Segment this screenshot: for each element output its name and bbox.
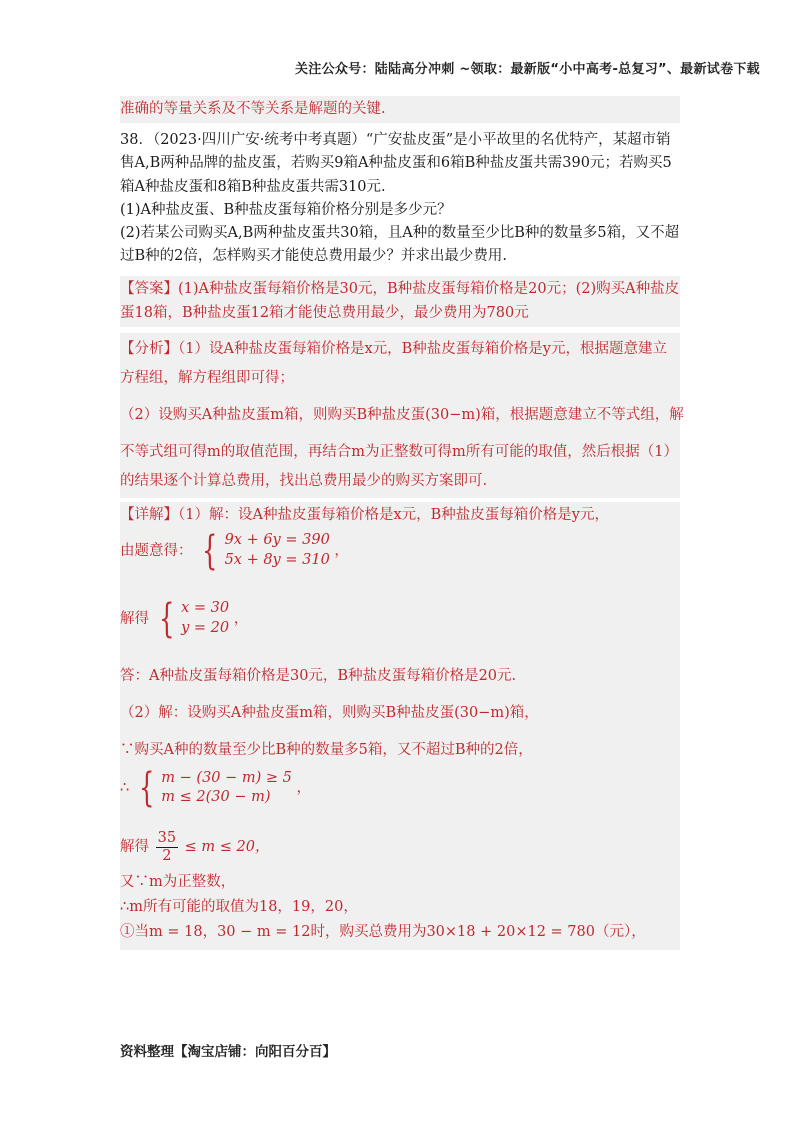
analysis-line: 【分析】（1）设A种盐皮蛋每箱价格是x元，B种盐皮蛋每箱价格是y元，根据题意建立 — [120, 340, 667, 357]
brace-symbol: { — [138, 765, 155, 812]
top-note: 准确的等量关系及不等关系是解题的关键. — [120, 96, 680, 123]
detail-block — [120, 502, 680, 951]
equation-1: 9x + 6y = 390 — [224, 532, 330, 549]
solution-lines — [181, 599, 229, 638]
range-rest: ≤ m ≤ 20， — [184, 839, 270, 856]
equation-prefix: 由题意得： — [120, 542, 193, 559]
fraction-denominator: 2 — [162, 848, 172, 865]
fraction-numerator: 35 — [157, 830, 177, 847]
inequality-1: m − (30 − m) ≥ 5 — [161, 769, 292, 786]
solution-prefix: 解得 — [120, 610, 149, 627]
case-1-line: ①当m = 18，30 − m = 12时，购买总费用为30×18 + 20×12 = 780（元）， — [120, 924, 646, 941]
range-line — [120, 830, 680, 864]
equation-brace-system — [197, 527, 330, 574]
equation-lines — [225, 531, 330, 570]
inequality-suffix: ， — [296, 780, 311, 797]
problem-line: 箱A种盐皮蛋和8箱B种盐皮蛋共需310元. — [120, 178, 386, 195]
part2-setup: （2）解：设购买A种盐皮蛋m箱，则购买B种盐皮蛋(30−m)箱， — [120, 705, 539, 722]
analysis-line: 的结果逐个计算总费用，找出总费用最少的购买方案即可. — [120, 472, 488, 489]
therefore-symbol: ∴ — [120, 780, 130, 797]
analysis-line: 方程组，解方程组即可得； — [120, 369, 294, 386]
page-content — [120, 96, 684, 950]
question-1: (1)A种盐皮蛋、B种盐皮蛋每箱价格分别是多少元？ — [120, 201, 452, 218]
page-footer: 资料整理【淘宝店铺：向阳百分百】 — [120, 1044, 336, 1060]
problem-line: 38．（2023·四川广安·统考中考真题）“广安盐皮蛋”是小平故里的名优特产，某超市销 — [120, 132, 671, 149]
analysis-line: 不等式组可得m的取值范围，再结合m为正整数可得m所有可能的取值，然后根据（1） — [120, 443, 678, 460]
solution-2: y = 20 — [181, 619, 230, 636]
equation-suffix: ， — [334, 542, 349, 559]
question-2-cont: 过B种的2倍，怎样购买才能使总费用最少？并求出最少费用. — [120, 248, 507, 265]
because-line: ∵购买A种的数量至少比B种的数量多5箱，又不超过B种的2倍， — [120, 742, 533, 759]
solution-brace-system — [154, 595, 230, 642]
brace-symbol: { — [158, 595, 174, 642]
answer-block — [120, 276, 680, 326]
page-header: 关注公众号：陆陆高分冲刺 ~领取：最新版“小中高考-总复习”、最新试卷下载 — [294, 62, 760, 77]
analysis-block — [120, 333, 684, 498]
question-2: (2)若某公司购买A,B两种盐皮蛋共30箱，且A种的数量至少比B种的数量多5箱，又不超 — [120, 224, 680, 241]
solution-system — [120, 595, 680, 642]
equation-2: 5x + 8y = 310 — [224, 551, 330, 568]
inequality-system — [120, 765, 680, 812]
answer-line: 【答案】(1)A种盐皮蛋每箱价格是30元，B种盐皮蛋每箱价格是20元；(2)购买A种盐皮 — [120, 281, 680, 298]
inequality-brace-system — [134, 765, 292, 812]
solution-suffix: ， — [233, 610, 249, 627]
range-prefix: 解得 — [120, 839, 149, 856]
analysis-line: （2）设购买A种盐皮蛋m箱，则购买B种盐皮蛋(30−m)箱，根据题意建立不等式组，解 — [120, 406, 684, 423]
answer-line: 蛋18箱，B种盐皮蛋12箱才能使总费用最少，最少费用为780元 — [120, 304, 529, 321]
brace-symbol: { — [202, 527, 218, 574]
values-line: ∴m所有可能的取值为18，19，20， — [120, 898, 358, 915]
inequality-lines — [161, 769, 292, 808]
solution-1: x = 30 — [181, 600, 230, 617]
inequality-2: m ≤ 2(30 − m) — [161, 789, 271, 806]
part1-answer: 答：A种盐皮蛋每箱价格是30元，B种盐皮蛋每箱价格是20元. — [120, 667, 517, 684]
integer-line: 又∵m为正整数， — [120, 873, 236, 890]
problem-line: 售A,B两种品牌的盐皮蛋，若购买9箱A种盐皮蛋和6箱B种盐皮蛋共需390元；若购买5 — [120, 155, 672, 172]
fraction-35-over-2 — [156, 830, 178, 864]
detail-line: 【详解】（1）解：设A种盐皮蛋每箱价格是x元，B种盐皮蛋每箱价格是y元， — [120, 506, 609, 523]
equation-system — [120, 527, 680, 574]
problem-statement — [120, 127, 680, 270]
